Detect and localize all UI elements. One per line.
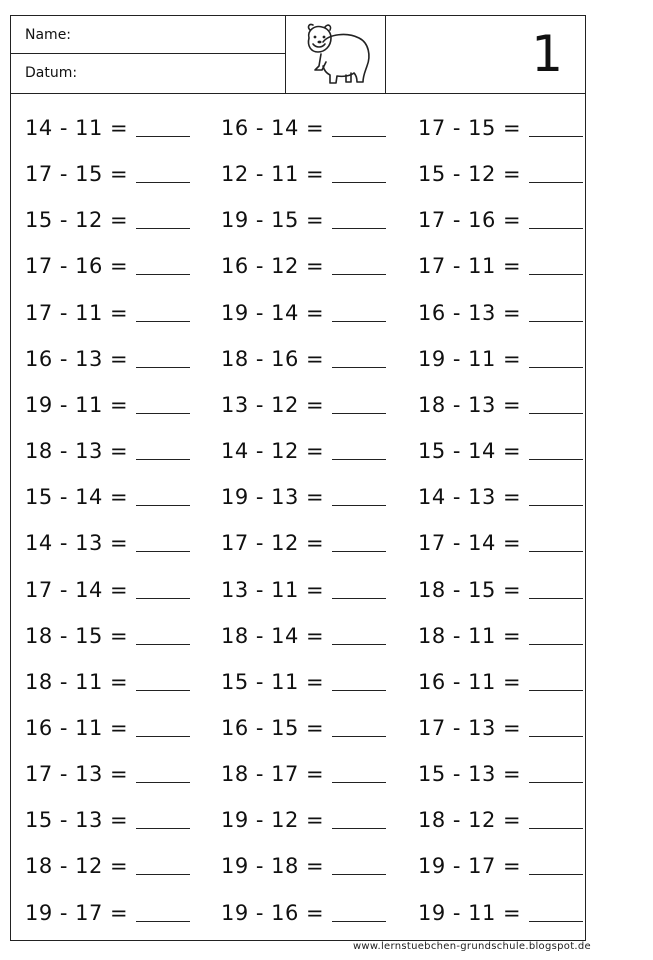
answer-blank[interactable] [332, 874, 386, 875]
exercise-item [25, 343, 190, 371]
exercise-expression: 18 - 12 = [418, 808, 522, 833]
exercise-expression: 15 - 14 = [418, 439, 522, 464]
answer-blank[interactable] [529, 782, 583, 783]
exercise-expression: 17 - 15 = [418, 116, 522, 140]
answer-blank[interactable] [332, 736, 386, 737]
exercise-expression: 14 - 13 = [25, 531, 129, 556]
answer-blank[interactable] [332, 551, 386, 552]
exercise-expression: 18 - 17 = [221, 762, 325, 787]
exercise-expression: 14 - 11 = [25, 116, 129, 140]
exercise-expression: 17 - 14 = [25, 577, 129, 602]
answer-blank[interactable] [136, 459, 190, 460]
exercise-expression: 19 - 11 = [25, 392, 129, 417]
answer-blank[interactable] [136, 367, 190, 368]
answer-blank[interactable] [332, 136, 386, 137]
exercise-item [25, 804, 190, 832]
answer-blank[interactable] [332, 690, 386, 691]
exercise-expression: 15 - 12 = [418, 162, 522, 187]
exercise-item [221, 850, 386, 878]
answer-blank[interactable] [332, 182, 386, 183]
answer-blank[interactable] [529, 228, 583, 229]
answer-blank[interactable] [136, 413, 190, 414]
exercise-item [418, 527, 583, 555]
name-label: Name: [25, 26, 72, 43]
exercise-item [25, 112, 190, 140]
exercise-expression: 17 - 12 = [221, 531, 325, 556]
answer-blank[interactable] [136, 782, 190, 783]
answer-blank[interactable] [529, 644, 583, 645]
answer-blank[interactable] [136, 136, 190, 137]
header-divider [285, 16, 286, 94]
exercise-expression: 19 - 12 = [221, 808, 325, 833]
exercise-expression: 17 - 11 = [418, 254, 522, 279]
answer-blank[interactable] [529, 413, 583, 414]
polar-bear-icon [295, 20, 375, 90]
sheet-number: 1 [531, 25, 563, 83]
answer-blank[interactable] [529, 736, 583, 737]
exercise-item [221, 758, 386, 786]
exercise-expression: 18 - 11 = [25, 669, 129, 694]
header-divider [385, 16, 386, 94]
exercise-expression: 18 - 11 = [418, 623, 522, 648]
exercise-item [221, 250, 386, 278]
exercise-expression: 16 - 13 = [25, 346, 129, 371]
answer-blank[interactable] [529, 505, 583, 506]
exercise-expression: 14 - 13 = [418, 485, 522, 510]
answer-blank[interactable] [332, 598, 386, 599]
answer-blank[interactable] [529, 828, 583, 829]
exercise-expression: 12 - 11 = [221, 162, 325, 187]
answer-blank[interactable] [136, 228, 190, 229]
exercise-item [221, 158, 386, 186]
exercise-item [221, 204, 386, 232]
exercise-item [25, 850, 190, 878]
answer-blank[interactable] [529, 182, 583, 183]
exercise-item [418, 804, 583, 832]
answer-blank[interactable] [529, 598, 583, 599]
exercise-item [418, 850, 583, 878]
exercise-expression: 17 - 13 = [418, 715, 522, 740]
answer-blank[interactable] [529, 690, 583, 691]
answer-blank[interactable] [529, 921, 583, 922]
exercise-expression: 14 - 12 = [221, 439, 325, 464]
exercise-expression: 19 - 16 = [221, 900, 325, 925]
exercise-expression: 18 - 13 = [25, 439, 129, 464]
exercise-expression: 16 - 13 = [418, 300, 522, 325]
answer-blank[interactable] [136, 551, 190, 552]
answer-blank[interactable] [332, 228, 386, 229]
exercise-item [221, 574, 386, 602]
answer-blank[interactable] [332, 644, 386, 645]
exercise-item [418, 897, 583, 925]
exercise-expression: 19 - 13 = [221, 485, 325, 510]
exercise-expression: 16 - 11 = [418, 669, 522, 694]
exercise-item [25, 666, 190, 694]
name-field[interactable] [11, 16, 285, 54]
exercise-expression: 16 - 14 = [221, 116, 325, 140]
exercise-item [25, 620, 190, 648]
exercise-item [25, 204, 190, 232]
answer-blank[interactable] [136, 182, 190, 183]
exercise-expression: 18 - 15 = [418, 577, 522, 602]
exercise-expression: 19 - 11 = [418, 346, 522, 371]
exercise-item [221, 804, 386, 832]
answer-blank[interactable] [529, 874, 583, 875]
exercise-item [221, 897, 386, 925]
exercise-item [221, 435, 386, 463]
exercise-expression: 18 - 14 = [221, 623, 325, 648]
exercise-item [418, 712, 583, 740]
exercise-expression: 15 - 13 = [25, 808, 129, 833]
exercise-item [418, 204, 583, 232]
exercise-item [221, 112, 386, 140]
exercise-item [418, 297, 583, 325]
answer-blank[interactable] [332, 459, 386, 460]
exercise-item [221, 297, 386, 325]
answer-blank[interactable] [529, 367, 583, 368]
exercise-expression: 19 - 11 = [418, 900, 522, 925]
exercise-expression: 19 - 18 = [221, 854, 325, 879]
answer-blank[interactable] [136, 828, 190, 829]
exercise-expression: 19 - 15 = [221, 208, 325, 233]
exercise-expression: 19 - 14 = [221, 300, 325, 325]
exercise-item [418, 112, 583, 140]
exercise-item [418, 389, 583, 417]
exercise-item [25, 574, 190, 602]
exercise-item [418, 158, 583, 186]
date-label: Datum: [25, 65, 78, 81]
exercise-expression: 18 - 15 = [25, 623, 129, 648]
answer-blank[interactable] [136, 274, 190, 275]
exercise-expression: 17 - 15 = [25, 162, 129, 187]
exercise-expression: 15 - 11 = [221, 669, 325, 694]
answer-blank[interactable] [332, 505, 386, 506]
date-field[interactable] [11, 54, 285, 92]
exercise-item [25, 481, 190, 509]
exercise-expression: 17 - 11 = [25, 300, 129, 325]
exercise-item [418, 435, 583, 463]
answer-blank[interactable] [136, 921, 190, 922]
exercise-item [221, 481, 386, 509]
exercise-expression: 13 - 12 = [221, 392, 325, 417]
exercise-expression: 18 - 12 = [25, 854, 129, 879]
answer-blank[interactable] [332, 828, 386, 829]
exercise-item [221, 389, 386, 417]
exercise-item [25, 297, 190, 325]
answer-blank[interactable] [332, 413, 386, 414]
answer-blank[interactable] [332, 921, 386, 922]
exercise-expression: 17 - 16 = [418, 208, 522, 233]
exercise-expression: 15 - 12 = [25, 208, 129, 233]
answer-blank[interactable] [136, 598, 190, 599]
exercise-item [418, 620, 583, 648]
exercise-expression: 16 - 15 = [221, 715, 325, 740]
exercise-expression: 18 - 13 = [418, 392, 522, 417]
exercise-item [418, 666, 583, 694]
answer-blank[interactable] [529, 136, 583, 137]
exercise-expression: 16 - 12 = [221, 254, 325, 279]
answer-blank[interactable] [332, 782, 386, 783]
answer-blank[interactable] [332, 367, 386, 368]
answer-blank[interactable] [332, 321, 386, 322]
exercise-item [418, 481, 583, 509]
answer-blank[interactable] [136, 736, 190, 737]
worksheet-frame [10, 15, 586, 941]
exercise-item [221, 527, 386, 555]
exercise-item [25, 389, 190, 417]
exercise-expression: 19 - 17 = [25, 900, 129, 925]
exercise-item [418, 343, 583, 371]
worksheet-header [11, 16, 585, 94]
answer-blank[interactable] [136, 644, 190, 645]
exercise-item [418, 574, 583, 602]
exercise-item [221, 666, 386, 694]
answer-blank[interactable] [529, 551, 583, 552]
answer-blank[interactable] [332, 274, 386, 275]
answer-blank[interactable] [529, 459, 583, 460]
exercise-item [418, 758, 583, 786]
exercise-item [221, 620, 386, 648]
answer-blank[interactable] [136, 690, 190, 691]
exercise-expression: 15 - 14 = [25, 485, 129, 510]
exercise-expression: 19 - 17 = [418, 854, 522, 879]
answer-blank[interactable] [136, 321, 190, 322]
exercise-item [25, 250, 190, 278]
exercise-item [25, 158, 190, 186]
exercise-expression: 17 - 14 = [418, 531, 522, 556]
exercise-expression: 18 - 16 = [221, 346, 325, 371]
exercise-item [418, 250, 583, 278]
exercise-item [25, 712, 190, 740]
exercise-item [25, 435, 190, 463]
exercise-expression: 15 - 13 = [418, 762, 522, 787]
answer-blank[interactable] [529, 274, 583, 275]
answer-blank[interactable] [136, 505, 190, 506]
exercise-item [25, 527, 190, 555]
answer-blank[interactable] [529, 321, 583, 322]
exercise-item [221, 343, 386, 371]
exercise-expression: 13 - 11 = [221, 577, 325, 602]
exercise-item [25, 758, 190, 786]
exercise-item [221, 712, 386, 740]
answer-blank[interactable] [136, 874, 190, 875]
exercise-item [25, 897, 190, 925]
exercise-expression: 17 - 16 = [25, 254, 129, 279]
exercise-expression: 16 - 11 = [25, 715, 129, 740]
exercise-expression: 17 - 13 = [25, 762, 129, 787]
source-url: www.lernstuebchen-grundschule.blogspot.de [352, 941, 591, 952]
